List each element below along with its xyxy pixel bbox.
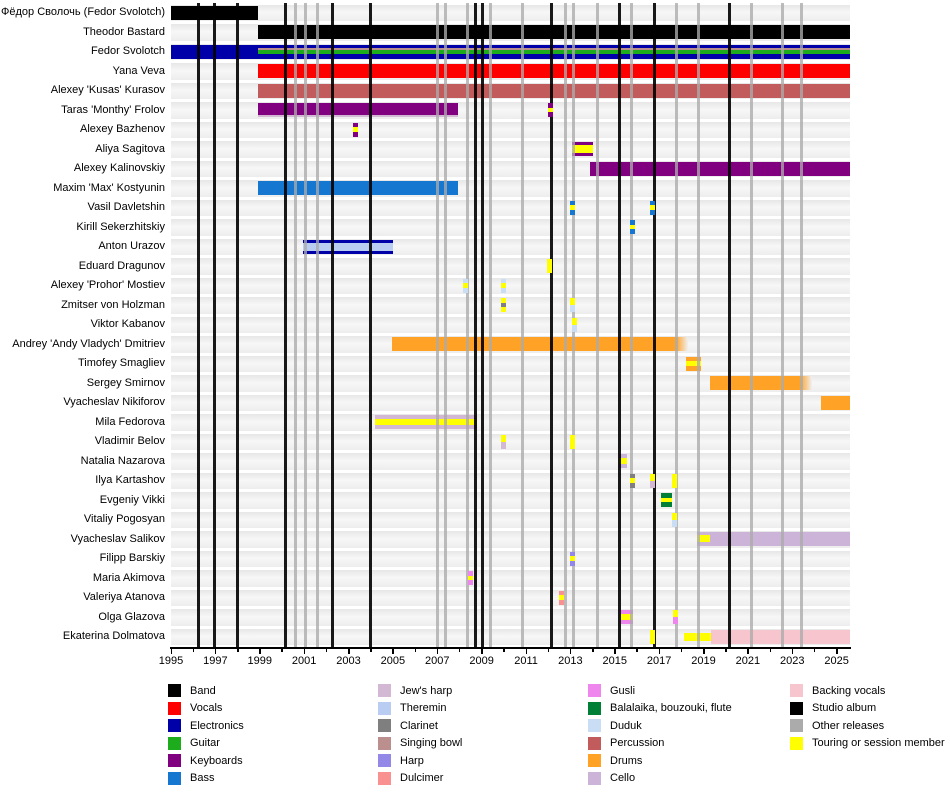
tick-stripe-touring — [501, 435, 506, 442]
timeline-tick — [501, 435, 506, 449]
studio-album-line — [331, 3, 334, 647]
x-axis-tick — [747, 649, 749, 654]
bar-stripe-jews_harp — [375, 425, 477, 429]
legend-label: Other releases — [812, 719, 885, 732]
tick-stripe-touring — [501, 307, 506, 312]
row-stripe — [171, 122, 850, 139]
timeline-tick — [570, 552, 575, 566]
legend-label: Singing bowl — [400, 737, 463, 750]
member-label: Mila Fedorova — [95, 415, 165, 428]
other-release-line — [781, 3, 784, 647]
x-axis-tick — [215, 649, 217, 654]
x-axis-tick — [259, 649, 261, 654]
legend-swatch-dulcimer — [378, 772, 391, 785]
other-release-line — [521, 3, 524, 647]
legend-column — [378, 682, 462, 787]
legend-label: Harp — [400, 754, 424, 767]
other-release-line — [466, 3, 469, 647]
timeline-tick — [468, 571, 473, 585]
timeline-bar — [258, 25, 850, 39]
tick-stripe-duduk — [672, 520, 677, 527]
x-axis-tick-label: 2003 — [336, 654, 361, 667]
member-label: Taras 'Monthy' Frolov — [61, 103, 165, 116]
tick-stripe-touring — [572, 318, 577, 325]
member-label: Eduard Dragunov — [78, 259, 165, 272]
legend-swatch-touring — [790, 737, 803, 750]
x-axis-tick-label: 2019 — [691, 654, 716, 667]
studio-album-line — [550, 3, 553, 647]
legend-label: Theremin — [400, 702, 447, 715]
tick-stripe-touring — [570, 298, 575, 305]
other-release-line — [800, 3, 803, 647]
legend-swatch-drums — [588, 754, 601, 767]
timeline-bar — [258, 45, 850, 59]
timeline-tick — [650, 201, 655, 215]
studio-album-line — [474, 3, 477, 647]
row-stripe — [171, 297, 850, 314]
tick-stripe-touring — [650, 474, 655, 481]
legend-label: Touring or session member — [812, 737, 945, 750]
other-release-line — [697, 3, 700, 647]
tick-stripe-duduk — [570, 305, 575, 312]
member-label: Anton Urazov — [98, 240, 165, 253]
member-label: Maria Akimova — [92, 571, 165, 584]
tick-stripe-bass — [570, 210, 575, 215]
other-release-line — [436, 3, 439, 647]
x-axis-tick — [592, 649, 594, 652]
x-axis-tick — [814, 649, 816, 652]
tick-stripe-jews_harp — [501, 442, 506, 449]
legend-label: Guitar — [190, 737, 220, 750]
timeline-bar — [661, 493, 672, 507]
member-label: Timofey Smagliev — [77, 357, 165, 370]
legend-swatch-theremin — [378, 702, 391, 715]
x-axis-tick — [304, 649, 306, 654]
legend-swatch-other_releases — [790, 719, 803, 732]
legend-swatch-harp — [378, 754, 391, 767]
row-stripe — [171, 434, 850, 451]
x-axis-tick-label: 2017 — [646, 654, 672, 667]
x-axis-tick-label: 2007 — [425, 654, 450, 667]
x-axis-tick — [836, 649, 838, 654]
member-label: Vyacheslav Nikiforov — [63, 396, 165, 409]
legend-column — [790, 682, 945, 752]
row-stripe — [171, 570, 850, 587]
x-axis-tick — [237, 649, 239, 652]
timeline-bar — [258, 84, 850, 98]
legend-swatch-percussion — [588, 737, 601, 750]
row-stripe — [171, 395, 850, 412]
bar-stripe-balalaika — [661, 502, 672, 507]
timeline-tick — [650, 630, 655, 644]
member-label: Evgeniy Vikki — [99, 493, 165, 506]
other-release-line — [316, 3, 319, 647]
member-label: Ekaterina Dolmatova — [62, 630, 165, 643]
member-label: Alexey 'Kusas' Kurasov — [50, 84, 165, 97]
timeline-tick — [630, 220, 635, 234]
legend-item — [378, 770, 462, 788]
x-axis-tick — [659, 649, 661, 654]
x-axis-tick — [526, 649, 528, 654]
tick-stripe-bass — [630, 229, 635, 234]
tick-stripe-touring — [547, 259, 552, 273]
legend-label: Cello — [610, 772, 636, 785]
member-label: Theodor Bastard — [83, 25, 165, 38]
row-stripe — [171, 473, 850, 490]
member-label: Zmitser von Holzman — [61, 298, 165, 311]
member-label: Alexey 'Prohor' Mostiev — [50, 279, 165, 292]
timeline-tick — [547, 259, 552, 273]
legend-label: Vocals — [190, 702, 223, 715]
x-axis-tick — [459, 649, 461, 652]
legend-swatch-gusli — [588, 684, 601, 697]
legend-column — [168, 682, 244, 787]
timeline-tick — [570, 435, 575, 449]
legend-swatch-electronics — [168, 719, 181, 732]
legend-item — [168, 735, 244, 753]
legend-label: Band — [190, 684, 216, 697]
bar-stripe-jews_harp — [258, 115, 458, 117]
row-stripe — [171, 219, 850, 236]
x-axis-tick — [548, 649, 550, 652]
bar-stripe-bass — [258, 181, 458, 195]
member-label: Kirill Sekerzhitskiy — [76, 220, 165, 233]
studio-album-line — [369, 3, 372, 647]
bar-stripe-drums — [821, 396, 850, 410]
x-axis-tick-label: 2001 — [291, 654, 317, 667]
timeline-tick — [672, 513, 677, 527]
member-label: Фёдор Сволочь (Fedor Svolotch) — [1, 6, 165, 19]
other-release-line — [630, 3, 633, 647]
timeline-tick — [630, 474, 635, 488]
legend-item — [378, 700, 462, 718]
x-axis-tick — [281, 649, 283, 652]
legend-item — [168, 717, 244, 735]
x-axis-tick — [681, 649, 683, 652]
other-release-line — [596, 3, 599, 647]
legend-item — [790, 735, 945, 753]
row-stripe — [171, 551, 850, 568]
row-stripe — [171, 317, 850, 334]
legend-item — [790, 717, 945, 735]
x-axis-tick — [326, 649, 328, 652]
member-label: Vasil Davletshin — [87, 201, 165, 214]
tick-stripe-duduk — [501, 288, 506, 293]
member-label: Vyacheslav Salikov — [70, 532, 165, 545]
studio-album-line — [618, 3, 621, 647]
legend-swatch-duduk — [588, 719, 601, 732]
legend-column — [588, 682, 732, 787]
studio-album-line — [481, 3, 484, 647]
member-label: Valeriya Atanova — [83, 591, 165, 604]
legend-item — [168, 752, 244, 770]
x-axis-tick — [703, 649, 705, 654]
timeline-tick — [559, 591, 564, 605]
timeline-tick — [463, 279, 468, 293]
tick-stripe-keyboards — [548, 112, 553, 117]
member-label: Maxim 'Max' Kostyunin — [53, 181, 165, 194]
legend-item — [588, 752, 732, 770]
bar-stripe-keyboards — [258, 103, 458, 115]
x-axis-tick-label: 1995 — [158, 654, 184, 667]
studio-album-line — [653, 3, 656, 647]
x-axis-tick-label: 1999 — [247, 654, 272, 667]
timeline-bar — [258, 103, 458, 117]
timeline-tick — [570, 201, 575, 215]
legend-label: Bass — [190, 772, 215, 785]
bar-stripe-keyboards — [590, 162, 850, 176]
bar-stripe-percussion — [258, 84, 850, 98]
timeline-bar — [710, 376, 812, 390]
tick-stripe-harp — [570, 561, 575, 566]
timeline-bar — [821, 396, 850, 410]
timeline-bar — [590, 162, 850, 176]
legend-swatch-cello — [588, 772, 601, 785]
legend-label: Jew's harp — [400, 684, 453, 697]
tick-stripe-touring — [672, 474, 677, 488]
member-label: Alexey Kalinovskiy — [73, 162, 165, 175]
legend-item — [790, 700, 945, 718]
studio-album-line — [284, 3, 287, 647]
x-axis-tick — [770, 649, 772, 652]
row-stripe — [171, 590, 850, 607]
timeline-tick — [548, 103, 553, 117]
legend-label: Clarinet — [400, 719, 438, 732]
x-axis-tick-label: 2023 — [780, 654, 805, 667]
row-stripe — [171, 5, 850, 22]
timeline-tick — [501, 298, 506, 312]
member-label: Fedor Svolotch — [91, 45, 165, 58]
tick-stripe-gusli — [673, 617, 678, 624]
legend-swatch-keyboards — [168, 754, 181, 767]
tick-stripe-dulcimer — [559, 600, 564, 605]
bar-stripe-drums — [710, 376, 812, 390]
legend-swatch-backing_vocals — [790, 684, 803, 697]
timeline-bar — [375, 415, 477, 429]
x-axis-tick — [370, 649, 372, 652]
bar-stripe-band — [258, 25, 850, 39]
legend-item — [168, 770, 244, 788]
legend-label: Dulcimer — [400, 772, 444, 785]
other-release-line — [489, 3, 492, 647]
legend-item — [378, 717, 462, 735]
x-axis-tick-label: 2021 — [735, 654, 761, 667]
timeline-tick — [650, 474, 655, 488]
x-axis-tick — [193, 649, 195, 652]
legend-swatch-clarinet — [378, 719, 391, 732]
studio-album-line — [236, 3, 239, 647]
x-axis-tick — [725, 649, 727, 652]
member-label: Andrey 'Andy Vladych' Dmitriev — [12, 337, 165, 350]
legend-item — [588, 700, 732, 718]
timeline-tick — [673, 610, 678, 624]
bar-stripe-vocals — [258, 64, 850, 78]
tick-stripe-touring — [673, 610, 678, 617]
studio-album-line — [213, 3, 216, 647]
other-release-line — [750, 3, 753, 647]
x-axis-tick — [415, 649, 417, 652]
member-label: Aliya Sagitova — [95, 142, 165, 155]
legend-swatch-guitar — [168, 737, 181, 750]
member-label: Vladimir Belov — [94, 435, 165, 448]
legend-swatch-vocals — [168, 702, 181, 715]
x-axis-tick-label: 2013 — [558, 654, 583, 667]
member-label: Viktor Kabanov — [90, 318, 165, 331]
row-stripe — [171, 609, 850, 626]
timeline-tick — [672, 474, 677, 488]
legend-item — [588, 682, 732, 700]
legend-label: Backing vocals — [812, 684, 886, 697]
legend-label: Balalaika, bouzouki, flute — [610, 702, 732, 715]
row-stripe — [171, 239, 850, 256]
legend-item — [790, 682, 945, 700]
legend-item — [378, 735, 462, 753]
x-axis-tick — [348, 649, 350, 654]
x-axis-tick — [503, 649, 505, 652]
studio-album-line — [728, 3, 731, 647]
x-axis-tick — [437, 649, 439, 654]
x-axis-tick — [614, 649, 616, 654]
x-axis-tick — [792, 649, 794, 654]
row-stripe — [171, 278, 850, 295]
legend-label: Duduk — [610, 719, 642, 732]
legend-item — [168, 682, 244, 700]
member-label: Yana Veva — [112, 64, 165, 77]
row-stripe — [171, 200, 850, 217]
row-stripe — [171, 356, 850, 373]
tick-stripe-touring — [570, 435, 575, 449]
x-axis-tick-label: 2005 — [380, 654, 406, 667]
x-axis-tick — [392, 649, 394, 654]
x-axis-tick — [570, 649, 572, 654]
member-label: Olga Glazova — [98, 610, 165, 623]
x-axis-tick-label: 2011 — [514, 654, 538, 667]
row-stripe — [171, 492, 850, 509]
x-axis-tick — [171, 649, 173, 654]
member-label: Alexey Bazhenov — [80, 123, 165, 136]
legend-label: Studio album — [812, 702, 877, 715]
member-label: Natalia Nazarova — [80, 454, 165, 467]
legend-item — [378, 752, 462, 770]
legend-item — [588, 735, 732, 753]
bar-stripe-electronics — [258, 54, 850, 59]
legend-item — [378, 682, 462, 700]
member-label: Sergey Smirnov — [86, 376, 165, 389]
x-axis-tick — [636, 649, 638, 652]
timeline-tick — [570, 298, 575, 312]
x-axis-tick-label: 2009 — [469, 654, 494, 667]
member-label: Vitaliy Pogosyan — [83, 513, 165, 526]
legend-item — [588, 717, 732, 735]
legend-label: Keyboards — [190, 754, 243, 767]
x-axis-tick — [481, 649, 483, 654]
legend-label: Drums — [610, 754, 643, 767]
tick-stripe-duduk — [572, 325, 577, 332]
timeline-bar — [258, 64, 850, 78]
legend-label: Electronics — [190, 719, 244, 732]
x-axis-tick-label: 2015 — [602, 654, 628, 667]
timeline-tick — [353, 123, 358, 137]
tick-stripe-touring — [672, 513, 677, 520]
other-release-line — [294, 3, 297, 647]
timeline-tick — [501, 279, 506, 293]
tick-stripe-duduk — [463, 288, 468, 293]
row-stripe — [171, 512, 850, 529]
legend-swatch-band — [168, 684, 181, 697]
member-label: Ilya Kartashov — [95, 474, 165, 487]
legend-label: Gusli — [610, 684, 636, 697]
studio-album-line — [197, 3, 200, 647]
row-stripe — [171, 141, 850, 158]
x-axis-tick-label: 1997 — [203, 654, 228, 667]
legend-item — [168, 700, 244, 718]
x-axis-tick-label: 2025 — [824, 654, 849, 667]
legend-swatch-jews_harp — [378, 684, 391, 697]
row-stripe — [171, 258, 850, 275]
tick-stripe-clarinet — [630, 483, 635, 488]
row-stripe — [171, 414, 850, 431]
legend-swatch-balalaika — [588, 702, 601, 715]
other-release-line — [444, 3, 447, 647]
timeline-tick — [572, 318, 577, 332]
tick-stripe-keyboards — [353, 132, 358, 137]
legend-swatch-bass — [168, 772, 181, 785]
legend-swatch-singing_bowl — [378, 737, 391, 750]
legend-item — [588, 770, 732, 788]
tick-stripe-gusli — [468, 580, 473, 585]
other-release-line — [304, 3, 307, 647]
legend-swatch-studio_album — [790, 702, 803, 715]
timeline-bar — [258, 181, 458, 195]
tick-stripe-touring — [650, 630, 655, 644]
tick-stripe-jews_harp — [650, 481, 655, 488]
legend-label: Percussion — [610, 737, 665, 750]
tick-stripe-bass — [650, 210, 655, 215]
other-release-line — [675, 3, 678, 647]
row-stripe — [171, 453, 850, 470]
member-label: Filipp Barskiy — [99, 552, 165, 565]
other-release-line — [564, 3, 567, 647]
